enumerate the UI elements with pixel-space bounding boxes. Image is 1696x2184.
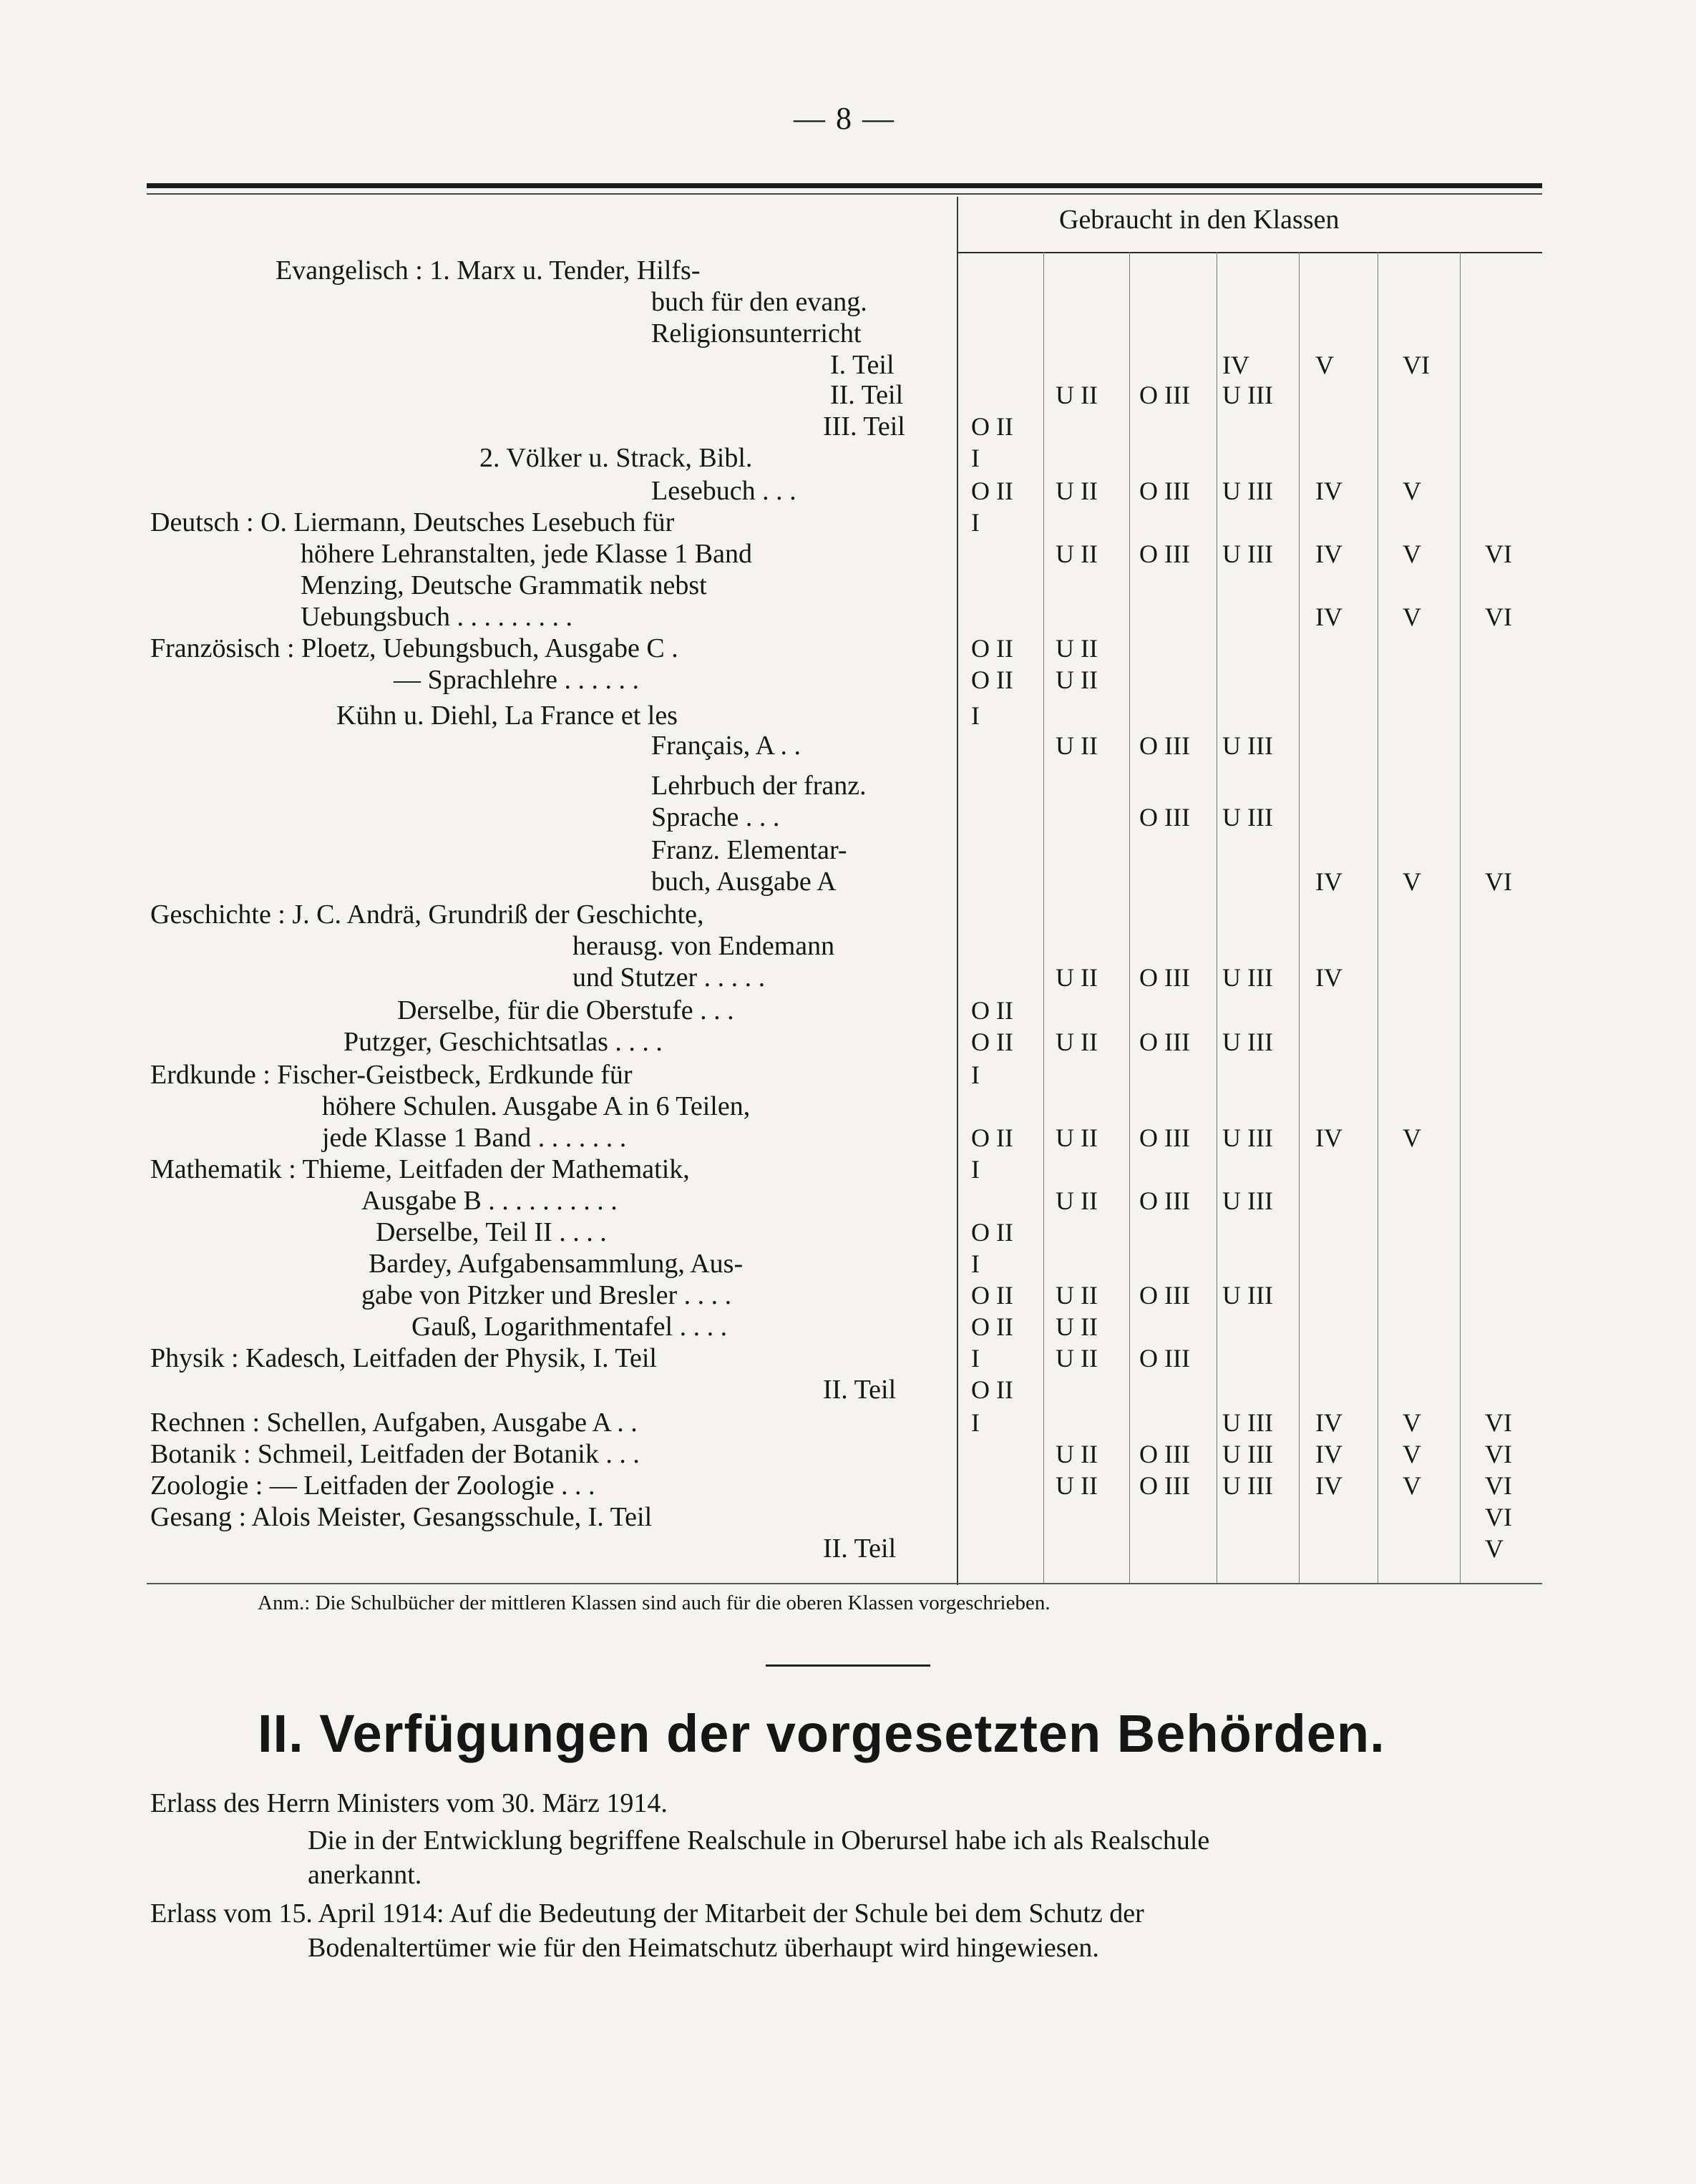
class-cell: U II bbox=[1056, 666, 1098, 694]
class-cell: I bbox=[971, 1249, 980, 1278]
table-row-text: Franz. Elementar- bbox=[651, 835, 847, 865]
table-row-text: Rechnen : Schellen, Aufgaben, Ausgabe A . . bbox=[150, 1408, 638, 1438]
class-cell: O III bbox=[1139, 1186, 1190, 1215]
class-cell: VI bbox=[1485, 1471, 1512, 1500]
table-row-text: Gauß, Logarithmentafel . . . . bbox=[411, 1312, 728, 1342]
table-divider bbox=[957, 197, 958, 1585]
table-row-text: Evangelisch : 1. Marx u. Tender, Hilfs- bbox=[276, 255, 701, 286]
class-cell: O III bbox=[1139, 731, 1190, 760]
class-cell: I bbox=[971, 1344, 980, 1373]
class-cell: O II bbox=[971, 1375, 1013, 1404]
table-row-text: Deutsch : O. Liermann, Deutsches Lesebuch für bbox=[150, 507, 675, 537]
page-number: — 8 — bbox=[794, 101, 895, 136]
class-cell: I bbox=[971, 508, 980, 537]
class-cell: VI bbox=[1485, 1503, 1512, 1531]
table-row-text: Religionsunterricht bbox=[651, 318, 862, 348]
table-row-text: II. Teil bbox=[830, 380, 904, 410]
class-cell: O II bbox=[971, 477, 1013, 505]
table-row-text: Derselbe, Teil II . . . . bbox=[376, 1217, 607, 1247]
section-title: II. Verfügungen der vorgesetzten Behörden. bbox=[258, 1704, 1385, 1763]
class-cell: O III bbox=[1139, 963, 1190, 992]
class-cell: V bbox=[1403, 477, 1421, 505]
class-cell: U III bbox=[1222, 477, 1273, 505]
class-cell: U III bbox=[1222, 1281, 1273, 1310]
table-row-text: Uebungsbuch . . . . . . . . . bbox=[301, 602, 572, 632]
class-cell: O III bbox=[1139, 1028, 1190, 1056]
class-cell: U III bbox=[1222, 1028, 1273, 1056]
table-row-text: — Sprachlehre . . . . . . bbox=[394, 665, 639, 695]
table-row-text: Sprache . . . bbox=[651, 802, 780, 832]
header-underline bbox=[957, 252, 1542, 253]
class-cell: IV bbox=[1315, 867, 1342, 896]
class-cell: IV bbox=[1315, 1471, 1342, 1500]
table-row-text: Französisch : Ploetz, Uebungsbuch, Ausgabe C . bbox=[150, 633, 678, 663]
class-cell: V bbox=[1403, 1440, 1421, 1468]
table-row-text: Lesebuch . . . bbox=[651, 476, 796, 506]
decree-1-head: Erlass des Herrn Ministers vom 30. März 1914. bbox=[150, 1788, 668, 1818]
decree-2-line-1: Erlass vom 15. April 1914: Auf die Bedeutung der Mitarbeit der Schule bei dem Schutz der bbox=[150, 1898, 1144, 1929]
class-cell: I bbox=[971, 701, 980, 730]
table-row-text: Geschichte : J. C. Andrä, Grundriß der Geschichte, bbox=[150, 900, 704, 930]
class-cell: I bbox=[971, 1061, 980, 1089]
section-divider bbox=[766, 1664, 930, 1667]
footnote: Anm.: Die Schulbücher der mittleren Klassen sind auch für die oberen Klassen vorgeschrieben. bbox=[258, 1591, 1051, 1614]
column-line bbox=[1460, 252, 1461, 1583]
class-cell: IV bbox=[1315, 963, 1342, 992]
table-row-text: Gesang : Alois Meister, Gesangsschule, I. Teil bbox=[150, 1502, 653, 1532]
table-row-text: Lehrbuch der franz. bbox=[651, 771, 867, 801]
table-row-text: II. Teil bbox=[823, 1375, 897, 1405]
class-cell: I bbox=[971, 1408, 980, 1437]
class-cell: IV bbox=[1315, 603, 1342, 631]
class-cell: U II bbox=[1056, 381, 1098, 409]
table-row-text: Français, A . . bbox=[651, 731, 801, 761]
class-cell: O III bbox=[1139, 1344, 1190, 1373]
class-cell: V bbox=[1403, 540, 1421, 568]
class-cell: U III bbox=[1222, 731, 1273, 760]
class-cell: IV bbox=[1315, 1440, 1342, 1468]
class-cell: O II bbox=[971, 996, 1013, 1025]
table-row-text: Menzing, Deutsche Grammatik nebst bbox=[301, 570, 707, 600]
class-cell: U III bbox=[1222, 963, 1273, 992]
table-row-text: Zoologie : — Leitfaden der Zoologie . . . bbox=[150, 1471, 595, 1501]
table-row-text: Botanik : Schmeil, Leitfaden der Botanik . . . bbox=[150, 1439, 640, 1469]
class-cell: I bbox=[971, 444, 980, 472]
class-cell: V bbox=[1315, 351, 1334, 379]
class-cell: U II bbox=[1056, 634, 1098, 663]
table-row-text: Physik : Kadesch, Leitfaden der Physik, I. Teil bbox=[150, 1343, 657, 1373]
class-cell: VI bbox=[1485, 603, 1512, 631]
table-row-text: 2. Völker u. Strack, Bibl. bbox=[479, 443, 753, 473]
table-row-text: II. Teil bbox=[823, 1534, 897, 1564]
class-cell: U II bbox=[1056, 1312, 1098, 1341]
class-cell: O III bbox=[1139, 803, 1190, 832]
class-cell: IV bbox=[1315, 477, 1342, 505]
class-cell: O III bbox=[1139, 1471, 1190, 1500]
table-bottom-rule bbox=[147, 1583, 1542, 1584]
class-cell: U III bbox=[1222, 1123, 1273, 1152]
table-row-text: gabe von Pitzker und Bresler . . . . bbox=[361, 1280, 732, 1310]
class-cell: VI bbox=[1485, 1440, 1512, 1468]
class-cell: V bbox=[1403, 1123, 1421, 1152]
class-cell: IV bbox=[1222, 351, 1249, 379]
table-row-text: I. Teil bbox=[830, 350, 895, 380]
class-cell: U II bbox=[1056, 1281, 1098, 1310]
class-cell: U III bbox=[1222, 803, 1273, 832]
class-cell: O III bbox=[1139, 1440, 1190, 1468]
decree-1-line-1: Die in der Entwicklung begriffene Realschule in Oberursel habe ich als Realschule bbox=[308, 1825, 1210, 1856]
table-row-text: III. Teil bbox=[823, 411, 905, 442]
table-row-text: Derselbe, für die Oberstufe . . . bbox=[397, 995, 734, 1025]
table-row-text: Kühn u. Diehl, La France et les bbox=[336, 701, 678, 731]
table-row-text: Putzger, Geschichtsatlas . . . . bbox=[343, 1027, 663, 1057]
class-cell: I bbox=[971, 1155, 980, 1184]
table-row-text: und Stutzer . . . . . bbox=[572, 962, 766, 993]
class-cell: O II bbox=[971, 1123, 1013, 1152]
table-row-text: Bardey, Aufgabensammlung, Aus- bbox=[369, 1249, 744, 1279]
table-row-text: Mathematik : Thieme, Leitfaden der Mathematik, bbox=[150, 1154, 690, 1184]
class-cell: U II bbox=[1056, 540, 1098, 568]
column-line bbox=[1043, 252, 1044, 1583]
class-cell: V bbox=[1485, 1534, 1504, 1563]
class-cell: O III bbox=[1139, 540, 1190, 568]
class-cell: O II bbox=[971, 1028, 1013, 1056]
class-cell: O III bbox=[1139, 1281, 1190, 1310]
class-cell: U III bbox=[1222, 1408, 1273, 1437]
class-cell: V bbox=[1403, 1408, 1421, 1437]
table-row-text: Erdkunde : Fischer-Geistbeck, Erdkunde für bbox=[150, 1060, 633, 1090]
class-cell: O III bbox=[1139, 381, 1190, 409]
class-cell: O II bbox=[971, 1218, 1013, 1247]
class-cell: U II bbox=[1056, 1344, 1098, 1373]
class-cell: U II bbox=[1056, 1123, 1098, 1152]
class-cell: U II bbox=[1056, 1028, 1098, 1056]
table-row-text: jede Klasse 1 Band . . . . . . . bbox=[322, 1123, 627, 1153]
table-row-text: höhere Schulen. Ausgabe A in 6 Teilen, bbox=[322, 1091, 751, 1121]
class-cell: U II bbox=[1056, 1471, 1098, 1500]
table-row-text: höhere Lehranstalten, jede Klasse 1 Band bbox=[301, 539, 752, 569]
column-line bbox=[1129, 252, 1130, 1583]
class-cell: U III bbox=[1222, 381, 1273, 409]
top-rule-thin bbox=[147, 193, 1542, 195]
class-cell: O II bbox=[971, 1281, 1013, 1310]
class-cell: U III bbox=[1222, 1186, 1273, 1215]
class-cell: U II bbox=[1056, 1440, 1098, 1468]
class-cell: IV bbox=[1315, 540, 1342, 568]
class-cell: U II bbox=[1056, 1186, 1098, 1215]
class-cell: O II bbox=[971, 412, 1013, 441]
decree-1-line-2: anerkannt. bbox=[308, 1860, 422, 1890]
table-row-text: buch für den evang. bbox=[651, 287, 867, 317]
class-cell: VI bbox=[1485, 1408, 1512, 1437]
table-header: Gebraucht in den Klassen bbox=[1059, 205, 1340, 235]
class-cell: O III bbox=[1139, 477, 1190, 505]
class-cell: U III bbox=[1222, 1440, 1273, 1468]
table-row-text: buch, Ausgabe A bbox=[651, 867, 837, 897]
class-cell: O II bbox=[971, 1312, 1013, 1341]
class-cell: VI bbox=[1485, 540, 1512, 568]
class-cell: O II bbox=[971, 634, 1013, 663]
class-cell: V bbox=[1403, 1471, 1421, 1500]
class-cell: IV bbox=[1315, 1123, 1342, 1152]
table-row-text: Ausgabe B . . . . . . . . . . bbox=[361, 1186, 618, 1216]
class-cell: IV bbox=[1315, 1408, 1342, 1437]
class-cell: O II bbox=[971, 666, 1013, 694]
class-cell: V bbox=[1403, 603, 1421, 631]
class-cell: U II bbox=[1056, 477, 1098, 505]
column-line bbox=[1299, 252, 1300, 1583]
table-row-text: herausg. von Endemann bbox=[572, 931, 835, 961]
class-cell: U II bbox=[1056, 963, 1098, 992]
decree-2-line-2: Bodenaltertümer wie für den Heimatschutz überhaupt wird hingewiesen. bbox=[308, 1933, 1099, 1963]
class-cell: O III bbox=[1139, 1123, 1190, 1152]
class-cell: U II bbox=[1056, 731, 1098, 760]
class-cell: VI bbox=[1403, 351, 1430, 379]
top-rule bbox=[147, 183, 1542, 188]
class-cell: V bbox=[1403, 867, 1421, 896]
class-cell: VI bbox=[1485, 867, 1512, 896]
class-cell: U III bbox=[1222, 1471, 1273, 1500]
class-cell: U III bbox=[1222, 540, 1273, 568]
